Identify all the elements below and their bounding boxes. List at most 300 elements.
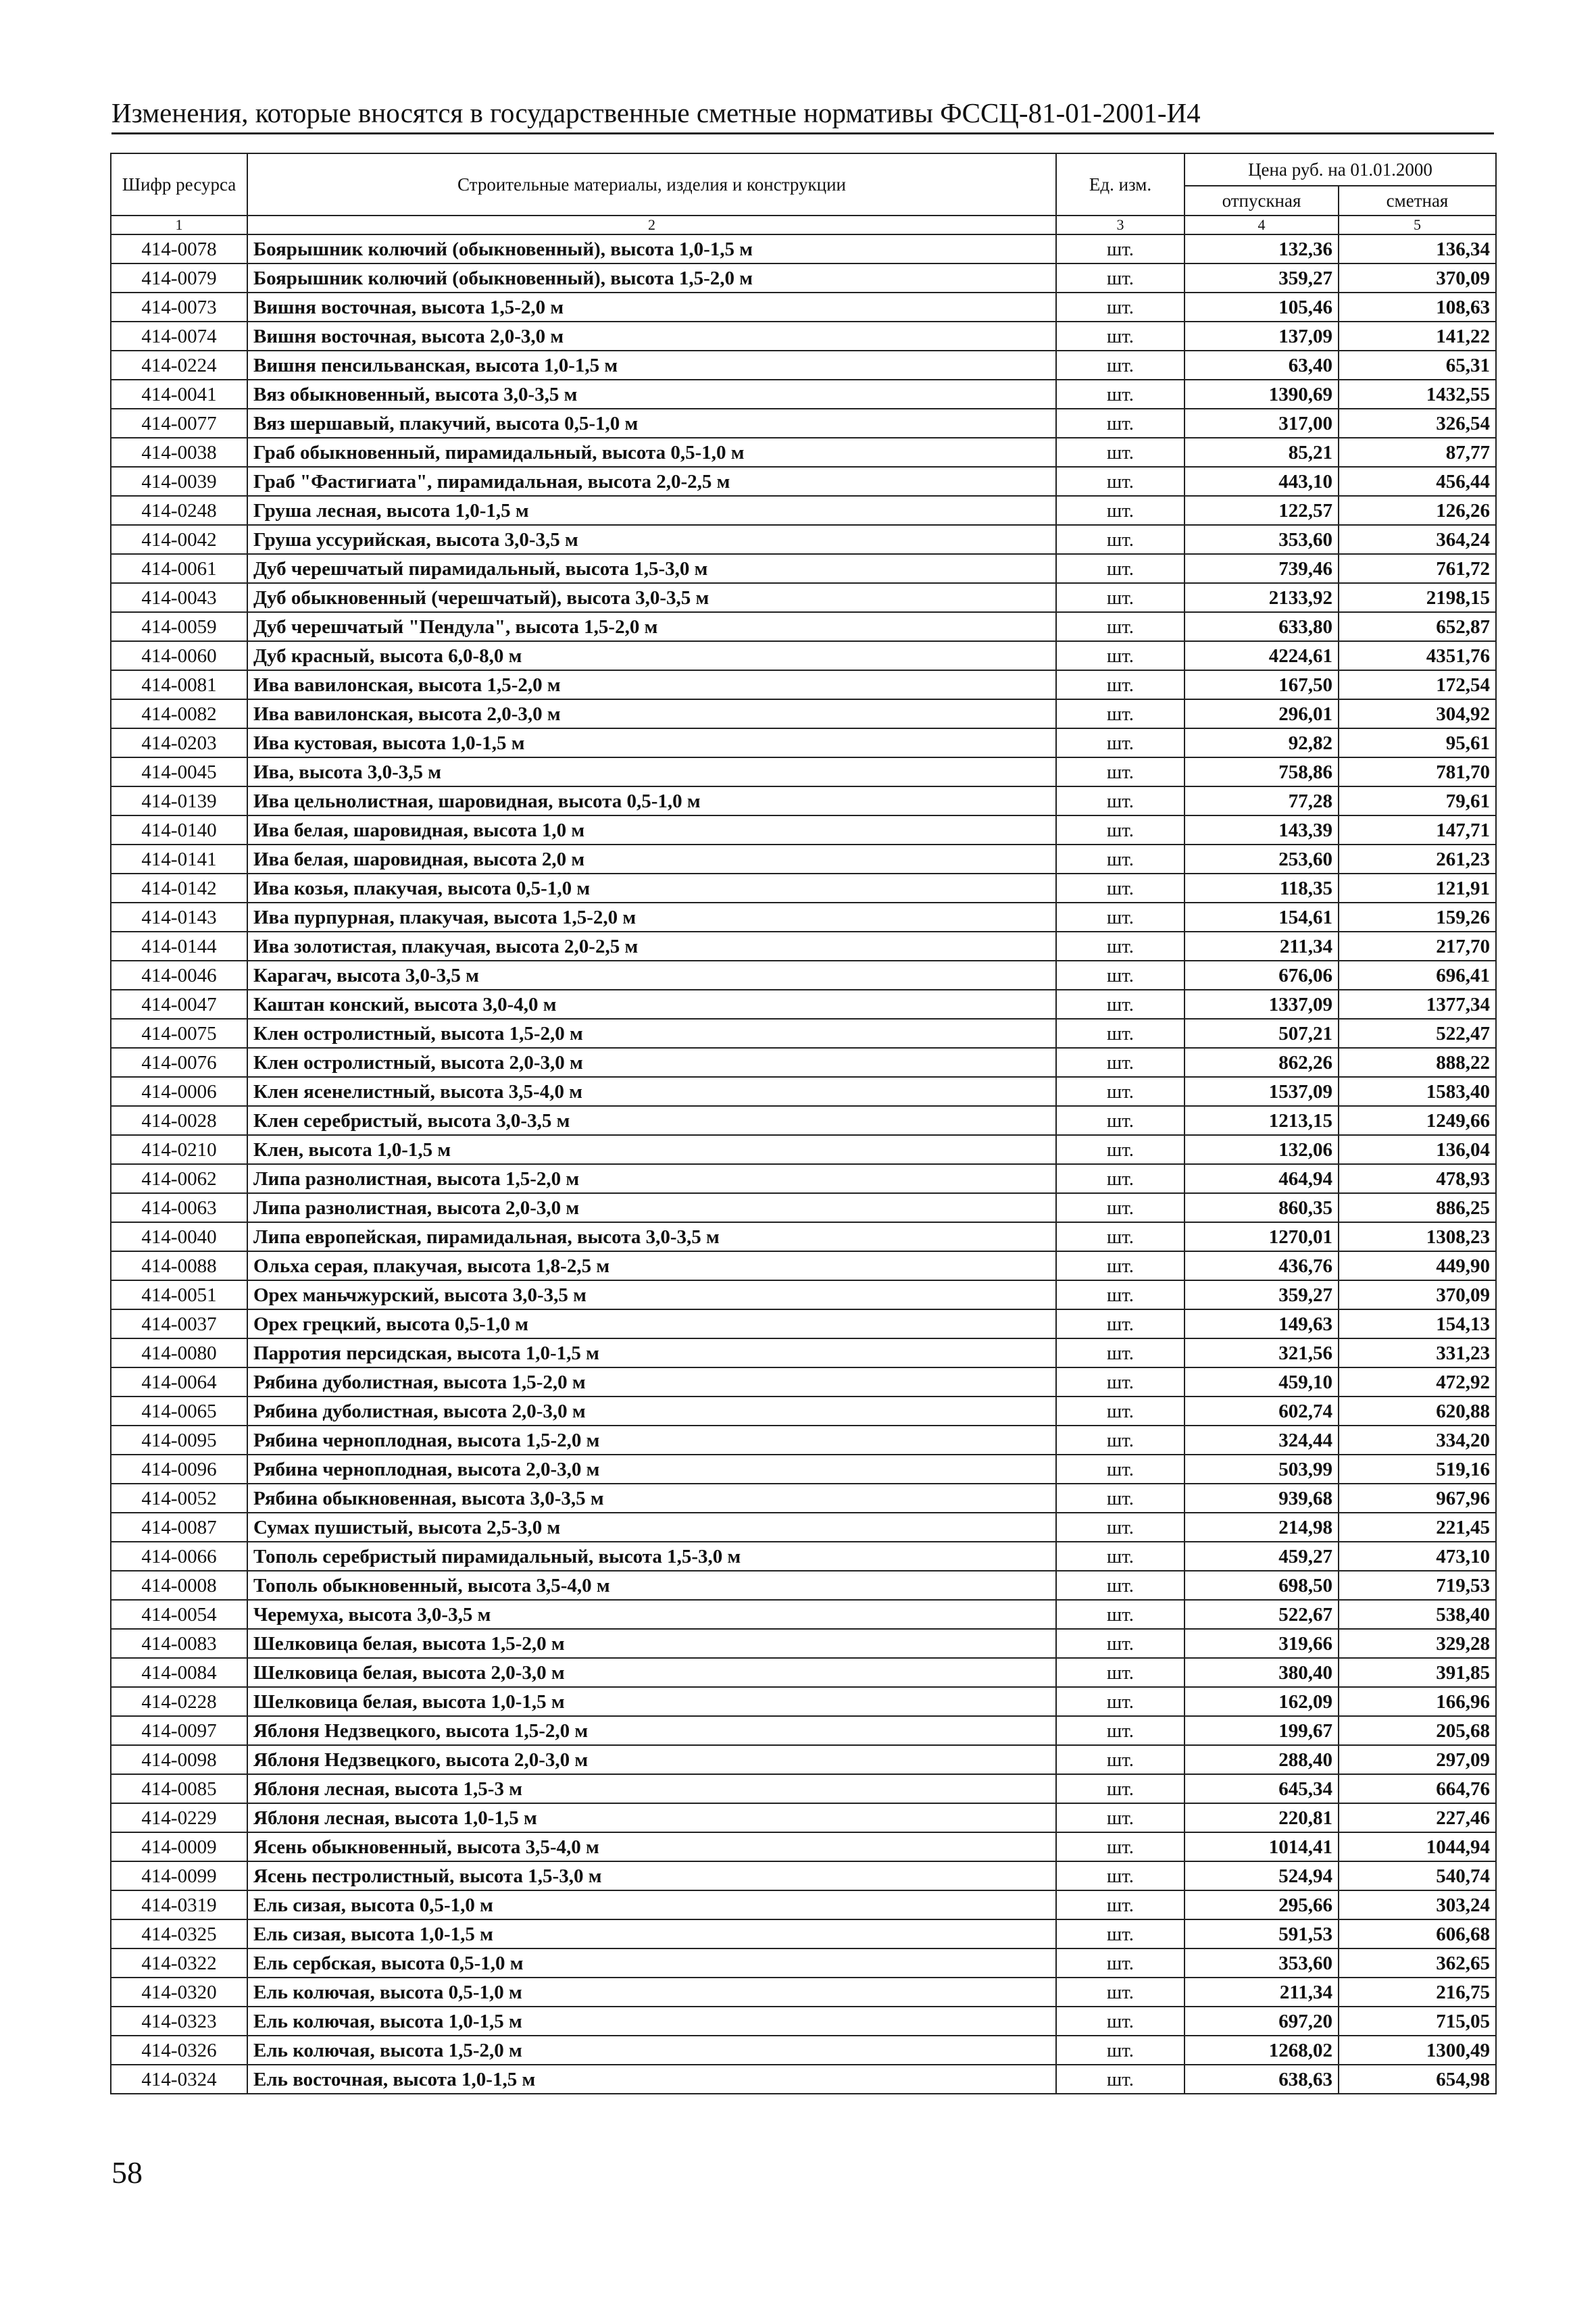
cell-code: 414-0140 bbox=[111, 815, 247, 845]
cell-unit: шт. bbox=[1056, 757, 1184, 786]
cell-estimate-price: 654,98 bbox=[1339, 2065, 1496, 2094]
document-title: Изменения, которые вносятся в государственные сметные нормативы ФССЦ-81-01-2001-И4 bbox=[111, 97, 1201, 128]
col-header-estimate: сметная bbox=[1339, 186, 1496, 216]
cell-name: Груша лесная, высота 1,0-1,5 м bbox=[247, 496, 1056, 525]
cell-unit: шт. bbox=[1056, 1426, 1184, 1455]
table-row bbox=[111, 1106, 1496, 1135]
table-row bbox=[111, 1600, 1496, 1629]
cell-release-price: 443,10 bbox=[1184, 467, 1339, 496]
cell-unit: шт. bbox=[1056, 961, 1184, 990]
cell-unit: шт. bbox=[1056, 2036, 1184, 2065]
cell-name: Шелковица белая, высота 2,0-3,0 м bbox=[247, 1658, 1056, 1687]
cell-code: 414-0042 bbox=[111, 525, 247, 554]
cell-estimate-price: 126,26 bbox=[1339, 496, 1496, 525]
cell-release-price: 697,20 bbox=[1184, 2007, 1339, 2036]
col-header-code: Шифр ресурса bbox=[111, 153, 247, 216]
cell-name: Боярышник колючий (обыкновенный), высота 1,5-2,0 м bbox=[247, 263, 1056, 293]
cell-unit: шт. bbox=[1056, 728, 1184, 757]
cell-unit: шт. bbox=[1056, 1455, 1184, 1484]
cell-estimate-price: 136,34 bbox=[1339, 234, 1496, 263]
cell-name: Клен ясенелистный, высота 3,5-4,0 м bbox=[247, 1077, 1056, 1106]
table-row bbox=[111, 2065, 1496, 2094]
cell-release-price: 739,46 bbox=[1184, 554, 1339, 583]
table-row bbox=[111, 1774, 1496, 1803]
cell-estimate-price: 108,63 bbox=[1339, 293, 1496, 322]
cell-release-price: 359,27 bbox=[1184, 1280, 1339, 1309]
cell-unit: шт. bbox=[1056, 932, 1184, 961]
cell-unit: шт. bbox=[1056, 1658, 1184, 1687]
cell-estimate-price: 456,44 bbox=[1339, 467, 1496, 496]
cell-release-price: 602,74 bbox=[1184, 1397, 1339, 1426]
cell-name: Ива козья, плакучая, высота 0,5-1,0 м bbox=[247, 874, 1056, 903]
cell-release-price: 1337,09 bbox=[1184, 990, 1339, 1019]
cell-release-price: 253,60 bbox=[1184, 845, 1339, 874]
cell-estimate-price: 606,68 bbox=[1339, 1919, 1496, 1948]
cell-estimate-price: 65,31 bbox=[1339, 351, 1496, 380]
cell-code: 414-0323 bbox=[111, 2007, 247, 2036]
cell-release-price: 220,81 bbox=[1184, 1803, 1339, 1832]
table-row bbox=[111, 1948, 1496, 1978]
table-row bbox=[111, 1251, 1496, 1280]
table-row bbox=[111, 2007, 1496, 2036]
cell-code: 414-0037 bbox=[111, 1309, 247, 1338]
table-row bbox=[111, 1513, 1496, 1542]
cell-estimate-price: 781,70 bbox=[1339, 757, 1496, 786]
cell-unit: шт. bbox=[1056, 1222, 1184, 1251]
table-row bbox=[111, 1048, 1496, 1077]
cell-code: 414-0061 bbox=[111, 554, 247, 583]
cell-release-price: 199,67 bbox=[1184, 1716, 1339, 1745]
cell-name: Ясень пестролистный, высота 1,5-3,0 м bbox=[247, 1861, 1056, 1890]
cell-code: 414-0096 bbox=[111, 1455, 247, 1484]
cell-name: Парротия персидская, высота 1,0-1,5 м bbox=[247, 1338, 1056, 1367]
cell-unit: шт. bbox=[1056, 1397, 1184, 1426]
table-row bbox=[111, 1426, 1496, 1455]
cell-estimate-price: 79,61 bbox=[1339, 786, 1496, 815]
cell-release-price: 92,82 bbox=[1184, 728, 1339, 757]
cell-unit: шт. bbox=[1056, 263, 1184, 293]
cell-release-price: 939,68 bbox=[1184, 1484, 1339, 1513]
cell-estimate-price: 205,68 bbox=[1339, 1716, 1496, 1745]
cell-unit: шт. bbox=[1056, 2065, 1184, 2094]
col-header-name: Строительные материалы, изделия и конструкции bbox=[247, 153, 1056, 216]
cell-unit: шт. bbox=[1056, 1367, 1184, 1397]
table-row bbox=[111, 467, 1496, 496]
cell-name: Ива, высота 3,0-3,5 м bbox=[247, 757, 1056, 786]
cell-name: Ель сизая, высота 1,0-1,5 м bbox=[247, 1919, 1056, 1948]
cell-estimate-price: 87,77 bbox=[1339, 438, 1496, 467]
cell-code: 414-0028 bbox=[111, 1106, 247, 1135]
cell-release-price: 1390,69 bbox=[1184, 380, 1339, 409]
cell-code: 414-0248 bbox=[111, 496, 247, 525]
table-row bbox=[111, 1716, 1496, 1745]
cell-code: 414-0062 bbox=[111, 1164, 247, 1193]
cell-estimate-price: 370,09 bbox=[1339, 1280, 1496, 1309]
table-row bbox=[111, 1629, 1496, 1658]
cell-code: 414-0065 bbox=[111, 1397, 247, 1426]
cell-estimate-price: 1249,66 bbox=[1339, 1106, 1496, 1135]
cell-name: Ясень обыкновенный, высота 3,5-4,0 м bbox=[247, 1832, 1056, 1861]
cell-unit: шт. bbox=[1056, 1338, 1184, 1367]
cell-unit: шт. bbox=[1056, 467, 1184, 496]
cell-unit: шт. bbox=[1056, 438, 1184, 467]
cell-release-price: 63,40 bbox=[1184, 351, 1339, 380]
cell-unit: шт. bbox=[1056, 380, 1184, 409]
cell-code: 414-0080 bbox=[111, 1338, 247, 1367]
cell-release-price: 591,53 bbox=[1184, 1919, 1339, 1948]
table-row bbox=[111, 1077, 1496, 1106]
cell-estimate-price: 2198,15 bbox=[1339, 583, 1496, 612]
table-row bbox=[111, 293, 1496, 322]
table-row bbox=[111, 1309, 1496, 1338]
page-header bbox=[111, 95, 1494, 134]
cell-estimate-price: 472,92 bbox=[1339, 1367, 1496, 1397]
cell-estimate-price: 664,76 bbox=[1339, 1774, 1496, 1803]
cell-code: 414-0038 bbox=[111, 438, 247, 467]
cell-unit: шт. bbox=[1056, 845, 1184, 874]
table-row bbox=[111, 903, 1496, 932]
cell-estimate-price: 1377,34 bbox=[1339, 990, 1496, 1019]
cell-release-price: 324,44 bbox=[1184, 1426, 1339, 1455]
cell-unit: шт. bbox=[1056, 1542, 1184, 1571]
cell-unit: шт. bbox=[1056, 1774, 1184, 1803]
cell-release-price: 698,50 bbox=[1184, 1571, 1339, 1600]
cell-code: 414-0077 bbox=[111, 409, 247, 438]
cell-unit: шт. bbox=[1056, 1251, 1184, 1280]
cell-unit: шт. bbox=[1056, 1513, 1184, 1542]
cell-name: Ель колючая, высота 1,0-1,5 м bbox=[247, 2007, 1056, 2036]
cell-code: 414-0087 bbox=[111, 1513, 247, 1542]
cell-release-price: 1213,15 bbox=[1184, 1106, 1339, 1135]
cell-estimate-price: 538,40 bbox=[1339, 1600, 1496, 1629]
table-row bbox=[111, 1135, 1496, 1164]
cell-code: 414-0099 bbox=[111, 1861, 247, 1890]
cell-estimate-price: 473,10 bbox=[1339, 1542, 1496, 1571]
cell-estimate-price: 334,20 bbox=[1339, 1426, 1496, 1455]
cell-estimate-price: 519,16 bbox=[1339, 1455, 1496, 1484]
cell-unit: шт. bbox=[1056, 1077, 1184, 1106]
page-number: 58 bbox=[111, 2155, 143, 2190]
cell-name: Ель сербская, высота 0,5-1,0 м bbox=[247, 1948, 1056, 1978]
cell-name: Вишня восточная, высота 2,0-3,0 м bbox=[247, 322, 1056, 351]
cell-code: 414-0081 bbox=[111, 670, 247, 699]
cell-code: 414-0006 bbox=[111, 1077, 247, 1106]
cell-code: 414-0040 bbox=[111, 1222, 247, 1251]
cell-code: 414-0326 bbox=[111, 2036, 247, 2065]
cell-code: 414-0143 bbox=[111, 903, 247, 932]
cell-unit: шт. bbox=[1056, 1687, 1184, 1716]
cell-unit: шт. bbox=[1056, 1716, 1184, 1745]
cell-estimate-price: 449,90 bbox=[1339, 1251, 1496, 1280]
cell-estimate-price: 391,85 bbox=[1339, 1658, 1496, 1687]
col-number-1: 1 bbox=[111, 216, 247, 234]
cell-unit: шт. bbox=[1056, 874, 1184, 903]
cell-estimate-price: 540,74 bbox=[1339, 1861, 1496, 1890]
table-row bbox=[111, 496, 1496, 525]
table-row bbox=[111, 1571, 1496, 1600]
cell-code: 414-0325 bbox=[111, 1919, 247, 1948]
cell-estimate-price: 303,24 bbox=[1339, 1890, 1496, 1919]
cell-unit: шт. bbox=[1056, 1106, 1184, 1135]
cell-estimate-price: 888,22 bbox=[1339, 1048, 1496, 1077]
cell-release-price: 464,94 bbox=[1184, 1164, 1339, 1193]
cell-unit: шт. bbox=[1056, 1484, 1184, 1513]
table-row bbox=[111, 1919, 1496, 1948]
table-row bbox=[111, 845, 1496, 874]
table-row bbox=[111, 990, 1496, 1019]
cell-release-price: 2133,92 bbox=[1184, 583, 1339, 612]
cell-estimate-price: 886,25 bbox=[1339, 1193, 1496, 1222]
cell-estimate-price: 478,93 bbox=[1339, 1164, 1496, 1193]
table-row bbox=[111, 525, 1496, 554]
cell-release-price: 522,67 bbox=[1184, 1600, 1339, 1629]
cell-code: 414-0066 bbox=[111, 1542, 247, 1571]
cell-unit: шт. bbox=[1056, 1745, 1184, 1774]
cell-name: Граб "Фастигиата", пирамидальная, высота 2,0-2,5 м bbox=[247, 467, 1056, 496]
cell-unit: шт. bbox=[1056, 1832, 1184, 1861]
cell-name: Липа европейская, пирамидальная, высота 3,0-3,5 м bbox=[247, 1222, 1056, 1251]
cell-estimate-price: 147,71 bbox=[1339, 815, 1496, 845]
table-row bbox=[111, 322, 1496, 351]
cell-release-price: 162,09 bbox=[1184, 1687, 1339, 1716]
cell-release-price: 296,01 bbox=[1184, 699, 1339, 728]
cell-release-price: 77,28 bbox=[1184, 786, 1339, 815]
cell-release-price: 459,10 bbox=[1184, 1367, 1339, 1397]
cell-code: 414-0052 bbox=[111, 1484, 247, 1513]
cell-estimate-price: 1432,55 bbox=[1339, 380, 1496, 409]
cell-estimate-price: 652,87 bbox=[1339, 612, 1496, 641]
cell-release-price: 132,36 bbox=[1184, 234, 1339, 263]
cell-unit: шт. bbox=[1056, 234, 1184, 263]
cell-release-price: 154,61 bbox=[1184, 903, 1339, 932]
cell-release-price: 758,86 bbox=[1184, 757, 1339, 786]
cell-unit: шт. bbox=[1056, 1600, 1184, 1629]
cell-release-price: 319,66 bbox=[1184, 1629, 1339, 1658]
cell-code: 414-0008 bbox=[111, 1571, 247, 1600]
cell-unit: шт. bbox=[1056, 1164, 1184, 1193]
table-row bbox=[111, 1222, 1496, 1251]
cell-estimate-price: 362,65 bbox=[1339, 1948, 1496, 1978]
table-row bbox=[111, 1745, 1496, 1774]
cell-release-price: 436,76 bbox=[1184, 1251, 1339, 1280]
cell-release-price: 149,63 bbox=[1184, 1309, 1339, 1338]
cell-name: Тополь обыкновенный, высота 3,5-4,0 м bbox=[247, 1571, 1056, 1600]
cell-code: 414-0088 bbox=[111, 1251, 247, 1280]
cell-name: Ива белая, шаровидная, высота 2,0 м bbox=[247, 845, 1056, 874]
cell-unit: шт. bbox=[1056, 815, 1184, 845]
cell-estimate-price: 331,23 bbox=[1339, 1338, 1496, 1367]
table-row bbox=[111, 1019, 1496, 1048]
cell-release-price: 317,00 bbox=[1184, 409, 1339, 438]
table-row bbox=[111, 1978, 1496, 2007]
cell-unit: шт. bbox=[1056, 322, 1184, 351]
cell-name: Рябина черноплодная, высота 2,0-3,0 м bbox=[247, 1455, 1056, 1484]
cell-release-price: 459,27 bbox=[1184, 1542, 1339, 1571]
cell-unit: шт. bbox=[1056, 699, 1184, 728]
cell-estimate-price: 761,72 bbox=[1339, 554, 1496, 583]
cell-unit: шт. bbox=[1056, 612, 1184, 641]
cell-release-price: 633,80 bbox=[1184, 612, 1339, 641]
cell-release-price: 524,94 bbox=[1184, 1861, 1339, 1890]
cell-unit: шт. bbox=[1056, 641, 1184, 670]
table-row bbox=[111, 728, 1496, 757]
cell-name: Вишня пенсильванская, высота 1,0-1,5 м bbox=[247, 351, 1056, 380]
table-row bbox=[111, 263, 1496, 293]
cell-name: Вишня восточная, высота 1,5-2,0 м bbox=[247, 293, 1056, 322]
cell-code: 414-0144 bbox=[111, 932, 247, 961]
cell-release-price: 118,35 bbox=[1184, 874, 1339, 903]
cell-code: 414-0063 bbox=[111, 1193, 247, 1222]
cell-code: 414-0210 bbox=[111, 1135, 247, 1164]
cell-code: 414-0079 bbox=[111, 263, 247, 293]
cell-code: 414-0085 bbox=[111, 1774, 247, 1803]
table-row bbox=[111, 1164, 1496, 1193]
cell-name: Дуб красный, высота 6,0-8,0 м bbox=[247, 641, 1056, 670]
cell-estimate-price: 1044,94 bbox=[1339, 1832, 1496, 1861]
cell-code: 414-0141 bbox=[111, 845, 247, 874]
cell-code: 414-0039 bbox=[111, 467, 247, 496]
cell-code: 414-0046 bbox=[111, 961, 247, 990]
cell-estimate-price: 141,22 bbox=[1339, 322, 1496, 351]
cell-code: 414-0095 bbox=[111, 1426, 247, 1455]
cell-release-price: 4224,61 bbox=[1184, 641, 1339, 670]
cell-release-price: 122,57 bbox=[1184, 496, 1339, 525]
table-row bbox=[111, 932, 1496, 961]
cell-release-price: 295,66 bbox=[1184, 1890, 1339, 1919]
cell-name: Дуб черешчатый пирамидальный, высота 1,5-3,0 м bbox=[247, 554, 1056, 583]
cell-name: Каштан конский, высота 3,0-4,0 м bbox=[247, 990, 1056, 1019]
cell-name: Ива кустовая, высота 1,0-1,5 м bbox=[247, 728, 1056, 757]
col-header-release: отпускная bbox=[1184, 186, 1339, 216]
cell-unit: шт. bbox=[1056, 409, 1184, 438]
cell-release-price: 105,46 bbox=[1184, 293, 1339, 322]
cell-estimate-price: 370,09 bbox=[1339, 263, 1496, 293]
cell-estimate-price: 522,47 bbox=[1339, 1019, 1496, 1048]
cell-release-price: 353,60 bbox=[1184, 525, 1339, 554]
cell-estimate-price: 715,05 bbox=[1339, 2007, 1496, 2036]
table-row bbox=[111, 641, 1496, 670]
table-row bbox=[111, 815, 1496, 845]
cell-code: 414-0098 bbox=[111, 1745, 247, 1774]
table-row bbox=[111, 234, 1496, 263]
col-header-unit: Ед. изм. bbox=[1056, 153, 1184, 216]
cell-code: 414-0051 bbox=[111, 1280, 247, 1309]
table-row bbox=[111, 380, 1496, 409]
table-row bbox=[111, 583, 1496, 612]
cell-unit: шт. bbox=[1056, 1280, 1184, 1309]
cell-estimate-price: 261,23 bbox=[1339, 845, 1496, 874]
cell-release-price: 1014,41 bbox=[1184, 1832, 1339, 1861]
cell-code: 414-0047 bbox=[111, 990, 247, 1019]
cell-name: Дуб черешчатый "Пендула", высота 1,5-2,0 м bbox=[247, 612, 1056, 641]
cell-name: Яблоня Недзвецкого, высота 1,5-2,0 м bbox=[247, 1716, 1056, 1745]
cell-name: Ель сизая, высота 0,5-1,0 м bbox=[247, 1890, 1056, 1919]
cell-code: 414-0203 bbox=[111, 728, 247, 757]
cell-estimate-price: 967,96 bbox=[1339, 1484, 1496, 1513]
col-number-2: 2 bbox=[247, 216, 1056, 234]
cell-estimate-price: 95,61 bbox=[1339, 728, 1496, 757]
cell-code: 414-0045 bbox=[111, 757, 247, 786]
cell-estimate-price: 297,09 bbox=[1339, 1745, 1496, 1774]
col-header-price: Цена руб. на 01.01.2000 bbox=[1184, 153, 1496, 186]
col-number-3: 3 bbox=[1056, 216, 1184, 234]
cell-release-price: 288,40 bbox=[1184, 1745, 1339, 1774]
cell-name: Ива цельнолистная, шаровидная, высота 0,5-1,0 м bbox=[247, 786, 1056, 815]
cell-name: Ива вавилонская, высота 2,0-3,0 м bbox=[247, 699, 1056, 728]
cell-unit: шт. bbox=[1056, 1135, 1184, 1164]
table-row bbox=[111, 699, 1496, 728]
cell-unit: шт. bbox=[1056, 1629, 1184, 1658]
cell-release-price: 85,21 bbox=[1184, 438, 1339, 467]
cell-unit: шт. bbox=[1056, 583, 1184, 612]
table-row bbox=[111, 874, 1496, 903]
cell-estimate-price: 172,54 bbox=[1339, 670, 1496, 699]
cell-code: 414-0322 bbox=[111, 1948, 247, 1978]
cell-name: Яблоня лесная, высота 1,5-3 м bbox=[247, 1774, 1056, 1803]
table-header bbox=[111, 153, 1496, 234]
table-row bbox=[111, 1832, 1496, 1861]
cell-code: 414-0074 bbox=[111, 322, 247, 351]
table-row bbox=[111, 670, 1496, 699]
cell-name: Черемуха, высота 3,0-3,5 м bbox=[247, 1600, 1056, 1629]
cell-code: 414-0142 bbox=[111, 874, 247, 903]
table-row bbox=[111, 1890, 1496, 1919]
cell-code: 414-0324 bbox=[111, 2065, 247, 2094]
col-number-4: 4 bbox=[1184, 216, 1339, 234]
cell-release-price: 1537,09 bbox=[1184, 1077, 1339, 1106]
cell-code: 414-0082 bbox=[111, 699, 247, 728]
cell-estimate-price: 121,91 bbox=[1339, 874, 1496, 903]
table-row bbox=[111, 961, 1496, 990]
cell-unit: шт. bbox=[1056, 990, 1184, 1019]
cell-estimate-price: 159,26 bbox=[1339, 903, 1496, 932]
cell-unit: шт. bbox=[1056, 1978, 1184, 2007]
cell-estimate-price: 620,88 bbox=[1339, 1397, 1496, 1426]
cell-unit: шт. bbox=[1056, 2007, 1184, 2036]
cell-unit: шт. bbox=[1056, 1193, 1184, 1222]
cell-unit: шт. bbox=[1056, 1919, 1184, 1948]
cell-name: Яблоня лесная, высота 1,0-1,5 м bbox=[247, 1803, 1056, 1832]
cell-name: Шелковица белая, высота 1,5-2,0 м bbox=[247, 1629, 1056, 1658]
cell-estimate-price: 4351,76 bbox=[1339, 641, 1496, 670]
cell-code: 414-0075 bbox=[111, 1019, 247, 1048]
cell-unit: шт. bbox=[1056, 351, 1184, 380]
cell-name: Граб обыкновенный, пирамидальный, высота 0,5-1,0 м bbox=[247, 438, 1056, 467]
cell-release-price: 860,35 bbox=[1184, 1193, 1339, 1222]
cell-name: Клен остролистный, высота 1,5-2,0 м bbox=[247, 1019, 1056, 1048]
cell-release-price: 211,34 bbox=[1184, 932, 1339, 961]
table-row bbox=[111, 1193, 1496, 1222]
cell-name: Ель колючая, высота 1,5-2,0 м bbox=[247, 2036, 1056, 2065]
price-table bbox=[110, 153, 1497, 2094]
table-row bbox=[111, 1367, 1496, 1397]
cell-release-price: 353,60 bbox=[1184, 1948, 1339, 1978]
cell-name: Рябина дуболистная, высота 1,5-2,0 м bbox=[247, 1367, 1056, 1397]
cell-estimate-price: 696,41 bbox=[1339, 961, 1496, 990]
cell-unit: шт. bbox=[1056, 1948, 1184, 1978]
cell-estimate-price: 719,53 bbox=[1339, 1571, 1496, 1600]
cell-name: Тополь серебристый пирамидальный, высота 1,5-3,0 м bbox=[247, 1542, 1056, 1571]
cell-name: Яблоня Недзвецкого, высота 2,0-3,0 м bbox=[247, 1745, 1056, 1774]
cell-name: Рябина дуболистная, высота 2,0-3,0 м bbox=[247, 1397, 1056, 1426]
cell-unit: шт. bbox=[1056, 293, 1184, 322]
table-row bbox=[111, 757, 1496, 786]
table-row bbox=[111, 1338, 1496, 1367]
cell-name: Ива вавилонская, высота 1,5-2,0 м bbox=[247, 670, 1056, 699]
cell-release-price: 507,21 bbox=[1184, 1019, 1339, 1048]
cell-release-price: 676,06 bbox=[1184, 961, 1339, 990]
cell-name: Ель восточная, высота 1,0-1,5 м bbox=[247, 2065, 1056, 2094]
